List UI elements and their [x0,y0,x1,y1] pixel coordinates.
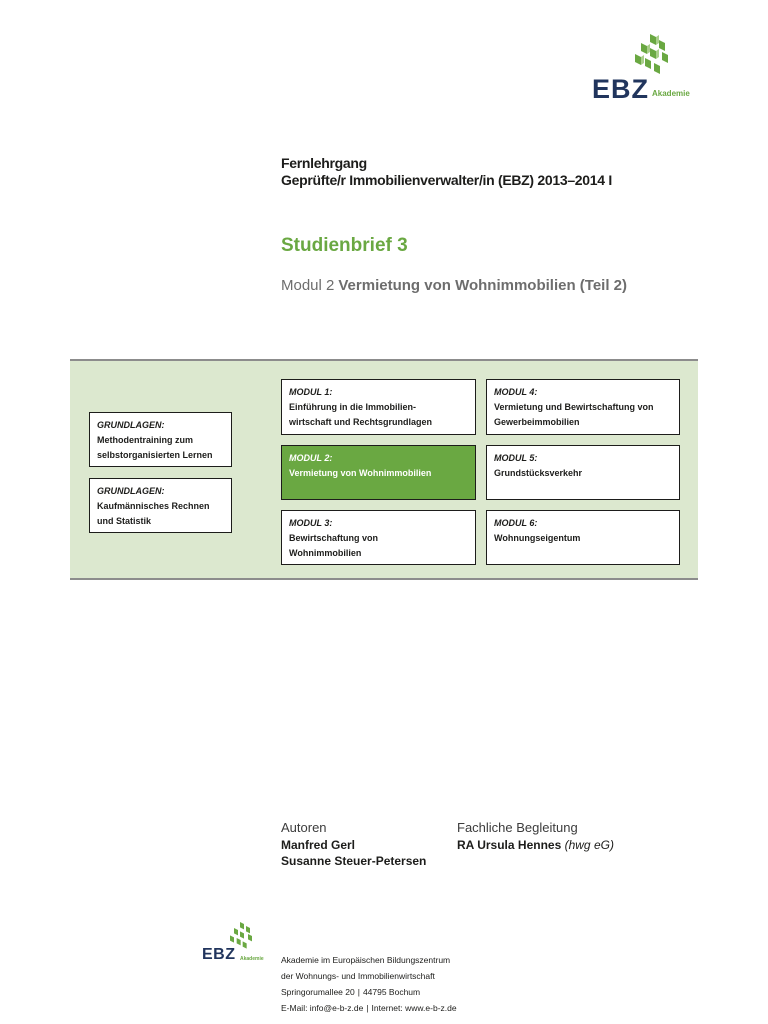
logo-wordmark: EBZ [592,74,649,104]
begleitung-label: Fachliche Begleitung [457,820,578,835]
ebz-logo [592,34,702,104]
grundlagen-box-rechnen [89,478,232,533]
box-kicker: MODUL 3: [289,518,333,528]
modul-box-2-active [281,445,476,500]
modul-box-6 [486,510,680,565]
box-kicker: MODUL 5: [494,453,538,463]
begleitung-person: RA Ursula Hennes [457,838,562,852]
box-kicker: MODUL 4: [494,387,538,397]
authors-label: Autoren [281,820,327,835]
box-line: Grundstücksverkehr [494,468,583,478]
modul-box-1 [281,379,476,435]
studienbrief-title: Studienbrief 3 [281,235,408,256]
address-email[interactable]: E-Mail: info@e-b-z.de [281,1003,364,1013]
address-web[interactable]: Internet: www.e-b-z.de [371,1003,457,1013]
box-kicker: MODUL 1: [289,387,333,397]
begleitung-org: (hwg eG) [564,838,614,852]
logo-subtitle: Akademie [240,956,264,962]
address-city: 44795 Bochum [362,987,421,997]
box-line: wirtschaft und Rechtsgrundlagen [289,417,433,427]
box-line: Methodentraining zum [97,435,193,445]
box-line: selbstorganisierten Lernen [97,450,213,460]
box-line: und Statistik [97,516,152,526]
box-line: Kaufmännisches Rechnen [97,501,210,511]
address-divider: | [357,987,360,997]
box-line: Vermietung und Bewirtschaftung von [494,402,654,412]
box-kicker: MODUL 2: [289,453,333,463]
logo-wordmark: EBZ [202,946,236,963]
box-kicker: GRUNDLAGEN: [97,486,165,496]
box-line: Bewirtschaftung von [289,533,379,543]
logo-subtitle: Akademie [652,89,690,98]
course-title-line2: Geprüfte/r Immobilienverwalter/in (EBZ) 2013–2014 I [281,172,612,188]
modul-heading [281,277,627,294]
box-line: Gewerbeimmobilien [494,417,580,427]
footer-address [281,952,457,1016]
authors-names [281,837,426,869]
box-line: Wohnimmobilien [289,548,362,558]
modul-title: Vermietung von Wohnimmobilien (Teil 2) [338,277,628,294]
address-line2: der Wohnungs- und Immobilienwirtschaft [281,971,435,981]
address-divider: | [366,1003,369,1013]
ebz-leaf-logo-icon [632,34,674,76]
box-kicker: GRUNDLAGEN: [97,420,165,430]
address-street-city [281,984,457,1000]
modul-box-4 [486,379,680,435]
course-title [281,155,612,189]
address-line1: Akademie im Europäischen Bildungszentrum [281,955,451,965]
module-overview-diagram [70,359,698,580]
modul-box-5 [486,445,680,500]
box-line: Wohnungseigentum [494,533,581,543]
ebz-logo-small [202,922,272,966]
address-contact [281,1000,457,1016]
box-kicker: MODUL 6: [494,518,538,528]
author-name: Susanne Steuer-Petersen [281,854,427,868]
modul-prefix: Modul 2 [281,277,335,294]
course-title-line1: Fernlehrgang [281,155,367,171]
box-line: Einführung in die Immobilien- [289,402,416,412]
grundlagen-box-methoden [89,412,232,467]
author-name: Manfred Gerl [281,838,356,852]
box-line: Vermietung von Wohnimmobilien [289,468,432,478]
modul-box-3 [281,510,476,565]
address-street: Springorumallee 20 [281,987,355,997]
begleitung-name [457,837,614,853]
